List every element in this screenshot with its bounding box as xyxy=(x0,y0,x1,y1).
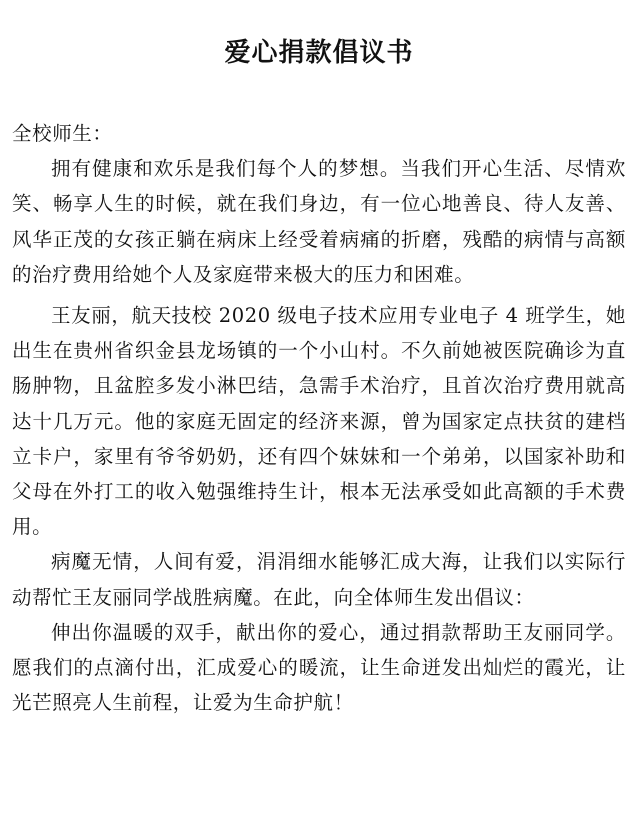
paragraph-1: 拥有健康和欢乐是我们每个人的梦想。当我们开心生活、尽情欢笑、畅享人生的时候，就在我们身边，有一位心地善良、待人友善、风华正茂的女孩正躺在病床上经受着病痛的折磨，残酷的病情与高额的治疗费用给她个人及家庭带来极大的压力和困难。 xyxy=(12,157,626,286)
paragraph-4: 伸出你温暖的双手，献出你的爱心，通过捐款帮助王友丽同学。愿我们的点滴付出，汇成爱心的暖流，让生命迸发出灿烂的霞光，让光芒照亮人生前程，让爱为生命护航！ xyxy=(12,620,626,715)
document-body xyxy=(12,116,626,720)
document-title: 爱心捐款倡议书 xyxy=(224,38,414,68)
paragraph-2: 王友丽，航天技校 2020 级电子技术应用专业电子 4 班学生，她出生在贵州省织金县龙场镇的一个小山村。不久前她被医院确诊为直肠肿物，且盆腔多发小淋巴结，急需手术治疗，且首次治疗费用就高达十几万元。他的家庭无固定的经济来源，曾为国家定点扶贫的建档立卡户，家里有爷爷奶奶，还有四个妹妹和一个弟弟，以国家补助和父母在外打工的收入勉强维持生计，根本无法承受如此高额的手术费用。 xyxy=(12,304,626,539)
salutation: 全校师生： xyxy=(12,122,113,145)
paragraph-3: 病魔无情，人间有爱，涓涓细水能够汇成大海，让我们以实际行动帮忙王友丽同学战胜病魔。在此，向全体师生发出倡议： xyxy=(12,550,626,609)
